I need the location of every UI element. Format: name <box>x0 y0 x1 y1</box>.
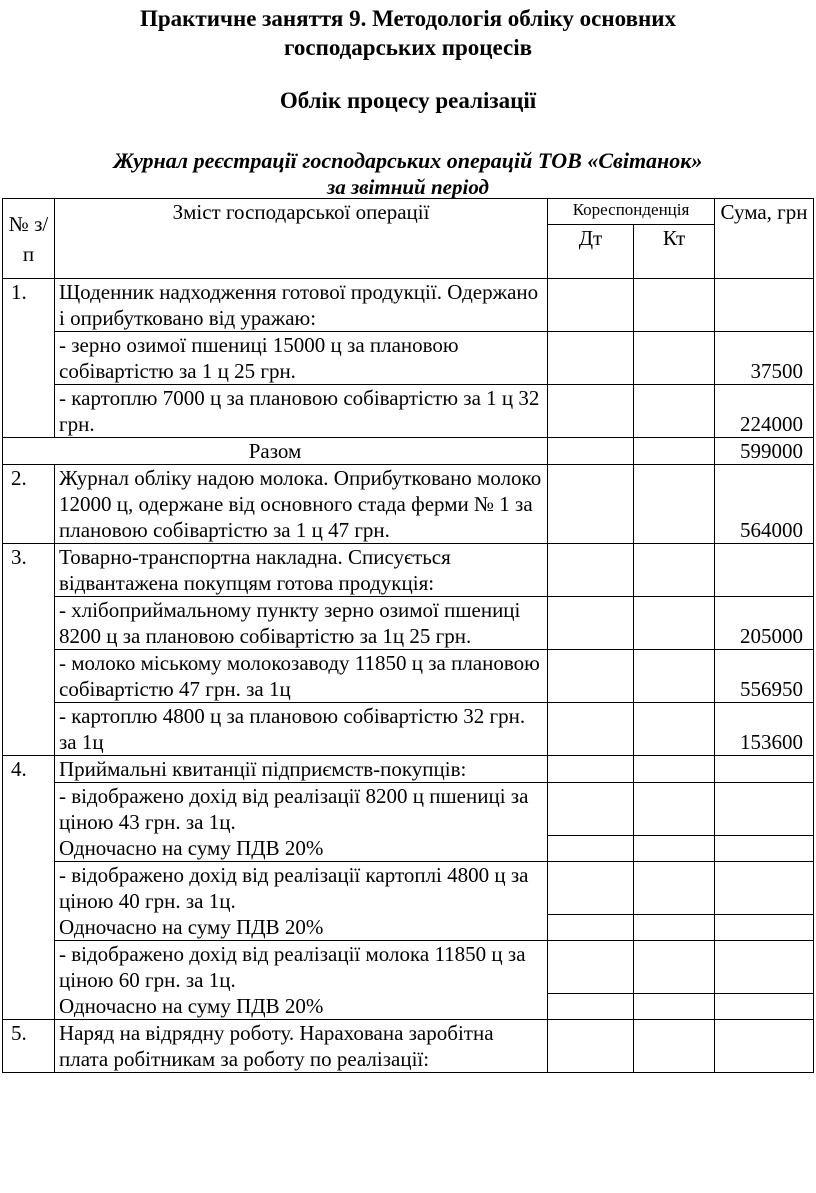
dt-cell <box>548 993 634 1020</box>
sum-cell: 37500 <box>715 332 814 385</box>
header-kt: Кт <box>634 225 715 279</box>
kt-cell <box>634 597 715 650</box>
kt-cell <box>634 941 715 994</box>
total-sum: 599000 <box>715 438 814 465</box>
kt-cell <box>634 835 715 862</box>
dt-cell <box>548 438 634 465</box>
sum-cell: 556950 <box>715 650 814 703</box>
operation-text: - молоко міському молокозаводу 11850 ц за плановою собівартістю 47 грн. за 1ц <box>55 650 548 703</box>
journal-title: Журнал реєстрації господарських операцій ТОВ «Світанок» <box>113 148 703 173</box>
dt-cell <box>548 650 634 703</box>
kt-cell <box>634 465 715 544</box>
kt-cell <box>634 1020 715 1073</box>
sum-cell <box>715 862 814 915</box>
table-row <box>3 756 814 783</box>
sum-cell: 205000 <box>715 597 814 650</box>
page-title-line-1: Практичне заняття 9. Методологія обліку основних <box>139 6 676 31</box>
row-number: 2. <box>3 465 55 544</box>
operations-journal-table <box>2 198 814 1073</box>
table-row <box>3 862 814 915</box>
kt-cell <box>634 783 715 836</box>
kt-cell <box>634 650 715 703</box>
operation-text: Приймальні квитанції підприємств-покупців: <box>55 756 548 783</box>
header-num: № з/п <box>3 199 55 279</box>
kt-cell <box>634 385 715 438</box>
operation-text: Товарно-транспортна накладна. Списується відвантажена покупцям готова продукція: <box>55 544 548 597</box>
sum-cell <box>715 914 814 941</box>
operation-text: Журнал обліку надою молока. Оприбутковано молоко 12000 ц, одержане від основного стада ферми № 1 за плановою собівартістю за 1 ц 47 грн. <box>55 465 548 544</box>
header-content: Зміст господарської операції <box>55 199 548 279</box>
dt-cell <box>548 914 634 941</box>
operation-text: - картоплю 4800 ц за плановою собівартістю 32 грн. за 1ц <box>55 703 548 756</box>
sum-cell <box>715 756 814 783</box>
operation-text: Одночасно на суму ПДВ 20% <box>55 993 548 1020</box>
sum-cell <box>715 544 814 597</box>
table-row <box>3 279 814 332</box>
kt-cell <box>634 703 715 756</box>
header-correspondence: Кореспонденція <box>548 199 715 225</box>
page-title-line-2: господарських процесів <box>283 35 533 60</box>
operation-text: Наряд на відрядну роботу. Нарахована заробітна плата робітникам за роботу по реалізації: <box>55 1020 548 1073</box>
journal-period: за звітний період <box>327 175 489 199</box>
dt-cell <box>548 544 634 597</box>
table-row <box>3 544 814 597</box>
header-sum: Сума, грн <box>715 199 814 279</box>
dt-cell <box>548 862 634 915</box>
dt-cell <box>548 703 634 756</box>
sum-cell: 153600 <box>715 703 814 756</box>
table-header-row <box>3 199 814 225</box>
table-row <box>3 703 814 756</box>
operation-text: - картоплю 7000 ц за плановою собівартістю за 1 ц 32 грн. <box>55 385 548 438</box>
kt-cell <box>634 544 715 597</box>
sum-cell <box>715 835 814 862</box>
dt-cell <box>548 835 634 862</box>
sum-cell: 564000 <box>715 465 814 544</box>
table-row <box>3 1020 814 1073</box>
table-row <box>3 941 814 994</box>
kt-cell <box>634 993 715 1020</box>
table-row <box>3 332 814 385</box>
page-subtitle: Облік процесу реалізації <box>279 88 537 113</box>
operation-text: - зерно озимої пшениці 15000 ц за плановою собівартістю за 1 ц 25 грн. <box>55 332 548 385</box>
kt-cell <box>634 279 715 332</box>
operation-text: - хлібоприймальному пункту зерно озимої пшениці 8200 ц за плановою собівартістю за 1ц 25 грн. <box>55 597 548 650</box>
sum-cell <box>715 783 814 836</box>
operation-text: - відображено дохід від реалізації молока 11850 ц за ціною 60 грн. за 1ц. <box>55 941 548 994</box>
dt-cell <box>548 1020 634 1073</box>
kt-cell <box>634 862 715 915</box>
operation-text: Одночасно на суму ПДВ 20% <box>55 914 548 941</box>
dt-cell <box>548 783 634 836</box>
kt-cell <box>634 756 715 783</box>
operation-text: Щоденник надходження готової продукції. Одержано і оприбутковано від уражаю: <box>55 279 548 332</box>
sum-cell: 224000 <box>715 385 814 438</box>
sum-cell <box>715 279 814 332</box>
operation-text: Одночасно на суму ПДВ 20% <box>55 835 548 862</box>
table-row <box>3 597 814 650</box>
kt-cell <box>634 438 715 465</box>
sum-cell <box>715 993 814 1020</box>
table-row <box>3 465 814 544</box>
table-row <box>3 993 814 1020</box>
kt-cell <box>634 914 715 941</box>
dt-cell <box>548 332 634 385</box>
table-row <box>3 385 814 438</box>
row-number: 1. <box>3 279 55 438</box>
total-row <box>3 438 814 465</box>
row-number: 4. <box>3 756 55 1020</box>
table-row <box>3 835 814 862</box>
sum-cell <box>715 1020 814 1073</box>
table-row <box>3 650 814 703</box>
kt-cell <box>634 332 715 385</box>
header-dt: Дт <box>548 225 634 279</box>
row-number: 5. <box>3 1020 55 1073</box>
table-row <box>3 914 814 941</box>
total-label: Разом <box>3 438 548 465</box>
sum-cell <box>715 941 814 994</box>
dt-cell <box>548 941 634 994</box>
row-number: 3. <box>3 544 55 756</box>
dt-cell <box>548 465 634 544</box>
operation-text: - відображено дохід від реалізації картоплі 4800 ц за ціною 40 грн. за 1ц. <box>55 862 548 915</box>
dt-cell <box>548 597 634 650</box>
dt-cell <box>548 756 634 783</box>
operation-text: - відображено дохід від реалізації 8200 ц пшениці за ціною 43 грн. за 1ц. <box>55 783 548 836</box>
dt-cell <box>548 385 634 438</box>
table-row <box>3 783 814 836</box>
dt-cell <box>548 279 634 332</box>
